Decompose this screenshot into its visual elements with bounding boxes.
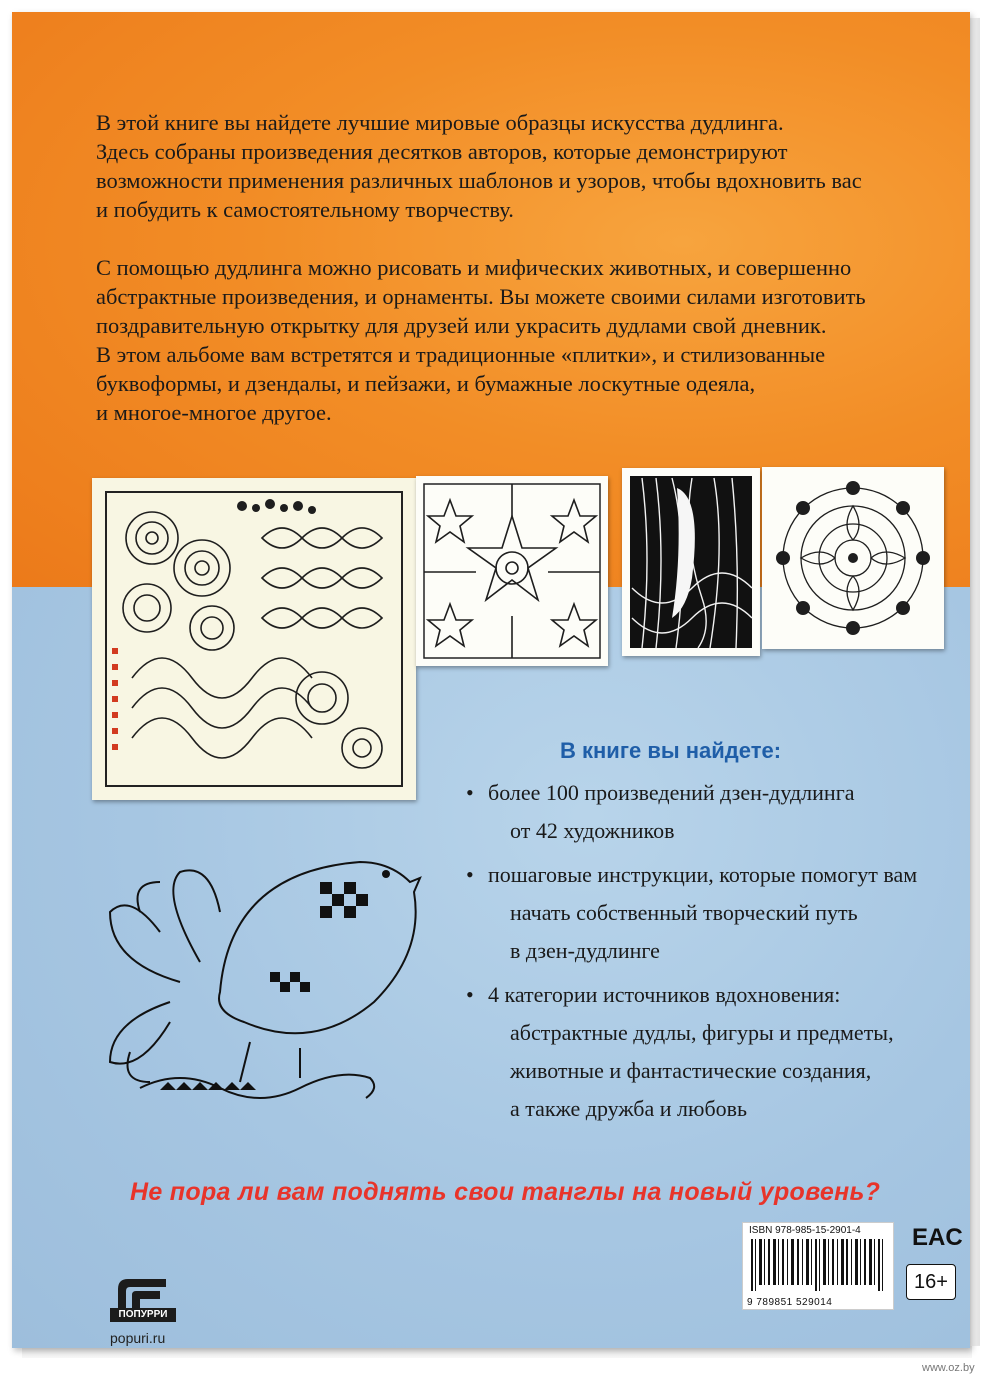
bullet-icon: • xyxy=(466,780,474,805)
intro-line: В этой книге вы найдете лучшие мировые образцы искусства дудлинга. xyxy=(96,110,784,135)
doodle-tile-mandala xyxy=(762,467,944,649)
slogan: Не пора ли вам поднять свои танглы на новый уровень? xyxy=(130,1178,881,1206)
features-list xyxy=(466,774,936,1134)
intro-line: возможности применения различных шаблонов и узоров, чтобы вдохновить вас xyxy=(96,168,862,193)
barcode xyxy=(742,1222,894,1310)
doodle-pattern-swirls xyxy=(92,478,416,800)
feature-line: пошаговые инструкции, которые помогут вам xyxy=(488,862,918,887)
feature-line: животные и фантастические создания, xyxy=(510,1058,872,1083)
intro-line: буквоформы, и дзендалы, и пейзажи, и бумажные лоскутные одеяла, xyxy=(96,371,756,396)
feature-line: начать собственный творческий путь xyxy=(510,900,858,925)
publisher-name: ПОПУРРИ xyxy=(110,1308,176,1322)
feature-line: 4 категории источников вдохновения: xyxy=(488,982,841,1007)
feature-line: от 42 художников xyxy=(510,818,675,843)
feature-item xyxy=(466,856,936,970)
bullet-icon: • xyxy=(466,982,474,1007)
doodle-tile-geometric xyxy=(416,476,608,666)
feature-line: более 100 произведений дзен-дудлинга xyxy=(488,780,855,805)
doodle-pattern-mandala xyxy=(762,467,944,649)
doodle-pattern-drapes xyxy=(622,468,760,656)
publisher-website: popuri.ru xyxy=(110,1330,166,1346)
intro-line: Здесь собраны произведения десятков авторов, которые демонстрируют xyxy=(96,139,788,164)
barcode-bars xyxy=(751,1239,885,1291)
age-rating-badge: 16+ xyxy=(906,1264,956,1300)
doodle-pattern-stars xyxy=(416,476,608,666)
watermark: www.oz.by xyxy=(922,1362,975,1374)
intro-line: и многое-многое другое. xyxy=(96,400,332,425)
features-title: В книге вы найдете: xyxy=(560,738,782,763)
feature-line: абстрактные дудлы, фигуры и предметы, xyxy=(510,1020,894,1045)
intro-line: С помощью дудлинга можно рисовать и мифических животных, и совершенно xyxy=(96,255,852,280)
intro-paragraph-2 xyxy=(96,253,916,427)
isbn-text: ISBN 978-985-15-2901-4 xyxy=(749,1225,861,1236)
intro-text xyxy=(96,108,916,456)
intro-line: и побудить к самостоятельному творчеству. xyxy=(96,197,514,222)
intro-line: абстрактные произведения, и орнаменты. Вы можете своими силами изготовить xyxy=(96,284,866,309)
feature-item xyxy=(466,976,936,1128)
bullet-icon: • xyxy=(466,862,474,887)
feature-line: а также дружба и любовь xyxy=(510,1096,748,1121)
book-back-cover xyxy=(12,12,970,1348)
doodle-tile-drapes xyxy=(622,468,760,656)
barcode-digits: 9 789851 529014 xyxy=(747,1297,833,1308)
doodle-tile-large xyxy=(92,478,416,800)
eac-mark: EAC xyxy=(912,1224,963,1251)
feature-item xyxy=(466,774,936,850)
intro-line: поздравительную открытку для друзей или украсить дудлами свой дневник. xyxy=(96,313,827,338)
feature-line: в дзен-дудлинге xyxy=(510,938,660,963)
bird-doodle-illustration xyxy=(100,852,430,1108)
intro-paragraph-1 xyxy=(96,108,916,224)
intro-line: В этом альбоме вам встретятся и традиционные «плитки», и стилизованные xyxy=(96,342,826,367)
